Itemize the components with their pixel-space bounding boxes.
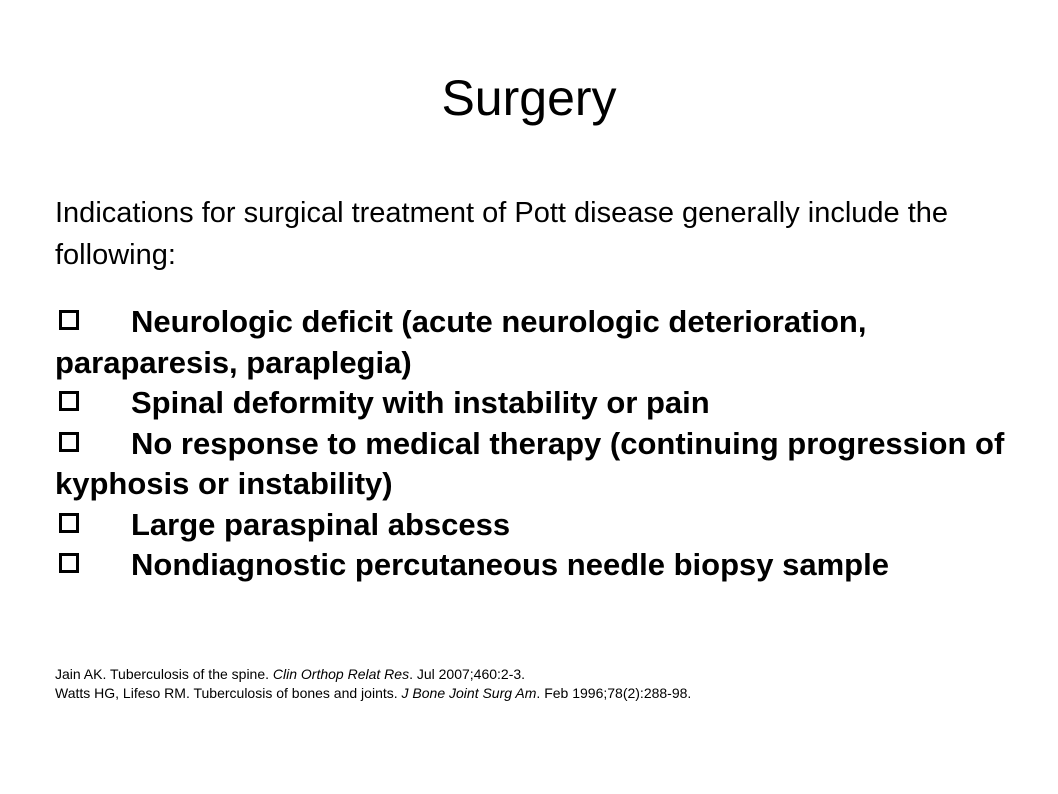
references	[55, 665, 1015, 703]
list-item-text: Nondiagnostic percutaneous needle biopsy sample	[131, 547, 889, 582]
list-item	[55, 383, 1035, 424]
reference-details: . Jul 2007;460:2-3.	[409, 666, 526, 682]
slide-title: Surgery	[441, 70, 617, 126]
list-item	[55, 424, 1035, 505]
list-item-text: Spinal deformity with instability or pain	[131, 385, 710, 420]
reference-details: . Feb 1996;78(2):288-98.	[536, 685, 692, 701]
intro-text: Indications for surgical treatment of Pott disease generally include the following:	[55, 197, 949, 271]
list-item	[55, 505, 1035, 546]
reference-authors-title: Jain AK. Tuberculosis of the spine.	[55, 666, 270, 682]
reference-journal: Clin Orthop Relat Res	[272, 666, 410, 682]
indication-list	[55, 302, 1035, 586]
hollow-square-icon	[59, 391, 79, 411]
list-item-text: Large paraspinal abscess	[131, 506, 511, 542]
list-item-text: Neurologic deficit (acute neurologic deterioration, paraparesis, paraplegia)	[55, 304, 867, 380]
reference-item	[55, 665, 1015, 684]
hollow-square-icon	[59, 553, 79, 573]
list-item-text: No response to medical therapy (continuing progression of kyphosis or instability)	[55, 425, 1005, 501]
list-item	[55, 545, 1035, 586]
reference-journal: J Bone Joint Surg Am	[401, 685, 537, 701]
hollow-square-icon	[59, 513, 79, 533]
hollow-square-icon	[59, 432, 79, 452]
list-item	[55, 302, 1035, 383]
hollow-square-icon	[59, 310, 79, 330]
reference-item	[55, 684, 1015, 703]
reference-authors-title: Watts HG, Lifeso RM. Tuberculosis of bones and joints.	[55, 685, 398, 701]
